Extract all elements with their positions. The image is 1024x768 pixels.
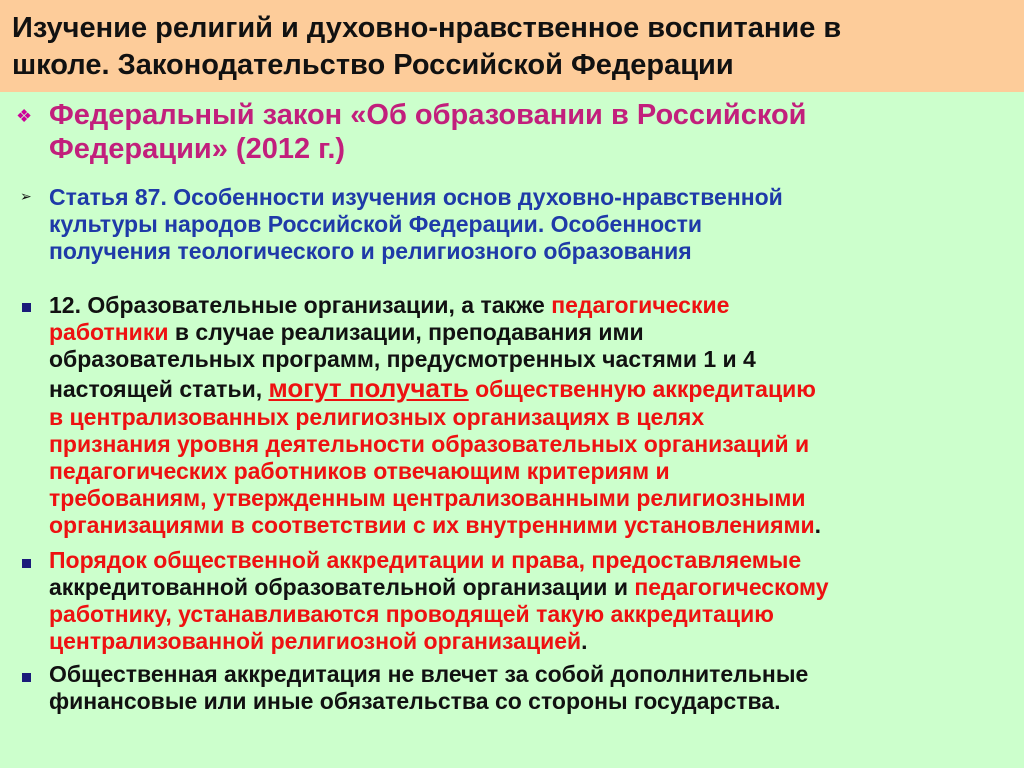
text-line	[49, 628, 1024, 655]
emphasis-text: могут получать	[268, 373, 469, 403]
highlight-text: общественную аккредитацию	[468, 376, 816, 402]
text-line: Федеральный закон «Об образовании в Российской	[49, 99, 807, 131]
financial-obligations-text	[49, 661, 1024, 715]
highlight-text: работнику, устанавливаются проводящей такую аккредитацию	[49, 601, 774, 627]
text-run: настоящей статьи,	[49, 376, 269, 402]
text-line: культуры народов Российской Федерации. Особенности	[49, 211, 703, 237]
text-line	[49, 601, 1024, 628]
highlight-text: работники	[49, 319, 169, 345]
text-line	[49, 404, 1024, 431]
highlight-text: требованиям, утвержденным централизованными религиозными	[49, 485, 806, 511]
square-bullet-icon	[22, 303, 31, 312]
highlight-text: централизованной религиозной организацией	[49, 628, 582, 654]
accreditation-order-text	[49, 547, 1024, 655]
highlight-text: педагогическому	[634, 574, 829, 600]
text-run: в случае реализации, преподавания ими	[168, 319, 644, 345]
text-line: Федерации» (2012 г.)	[49, 133, 346, 165]
text-line: финансовые или иные обязательства со стороны государства.	[49, 688, 781, 714]
text-line	[49, 346, 1024, 373]
text-run: образовательных программ, предусмотренных частями 1 и 4	[49, 346, 756, 372]
paragraph-12-text	[49, 292, 1024, 539]
highlight-text: Порядок общественной аккредитации и права, предоставляемые	[49, 547, 802, 573]
highlight-text: признания уровня деятельности образовательных организаций и	[49, 431, 810, 457]
article-87-text	[49, 184, 1014, 265]
text-line	[49, 373, 1024, 404]
text-line	[49, 292, 1024, 319]
slide-title-line-1: Изучение религий и духовно-нравственное воспитание в	[12, 12, 842, 44]
arrow-bullet-icon: ➢	[20, 188, 32, 204]
slide-body	[0, 92, 1024, 768]
text-run: .	[581, 628, 588, 654]
slide-title	[0, 0, 1024, 92]
text-line: получения теологического и религиозного образования	[49, 238, 692, 264]
text-run: аккредитованной образовательной организации и	[49, 574, 635, 600]
square-bullet-icon	[22, 673, 31, 682]
federal-law-text	[49, 98, 1014, 166]
text-line	[49, 431, 1024, 458]
diamond-bullet-icon: ❖	[16, 106, 33, 126]
highlight-text: в централизованных религиозных организациях в целях	[49, 404, 705, 430]
text-line	[49, 547, 1024, 574]
slide-title-line-2: школе. Законодательство Российской Федерации	[12, 49, 734, 81]
highlight-text: педагогических работников отвечающим критериям и	[49, 458, 670, 484]
text-run: .	[814, 512, 822, 538]
text-line	[49, 485, 1024, 512]
text-line: Статья 87. Особенности изучения основ духовно-нравственной	[49, 184, 783, 210]
text-line	[49, 458, 1024, 485]
highlight-text: организациями в соответствии с их внутренними установлениями	[49, 512, 815, 538]
text-line	[49, 574, 1024, 601]
text-line	[49, 512, 1024, 539]
text-line: Общественная аккредитация не влечет за собой дополнительные	[49, 661, 809, 687]
highlight-text: педагогические	[551, 292, 730, 318]
square-bullet-icon	[22, 559, 31, 568]
text-run: 12. Образовательные организации, а также	[49, 292, 552, 318]
text-line	[49, 319, 1024, 346]
